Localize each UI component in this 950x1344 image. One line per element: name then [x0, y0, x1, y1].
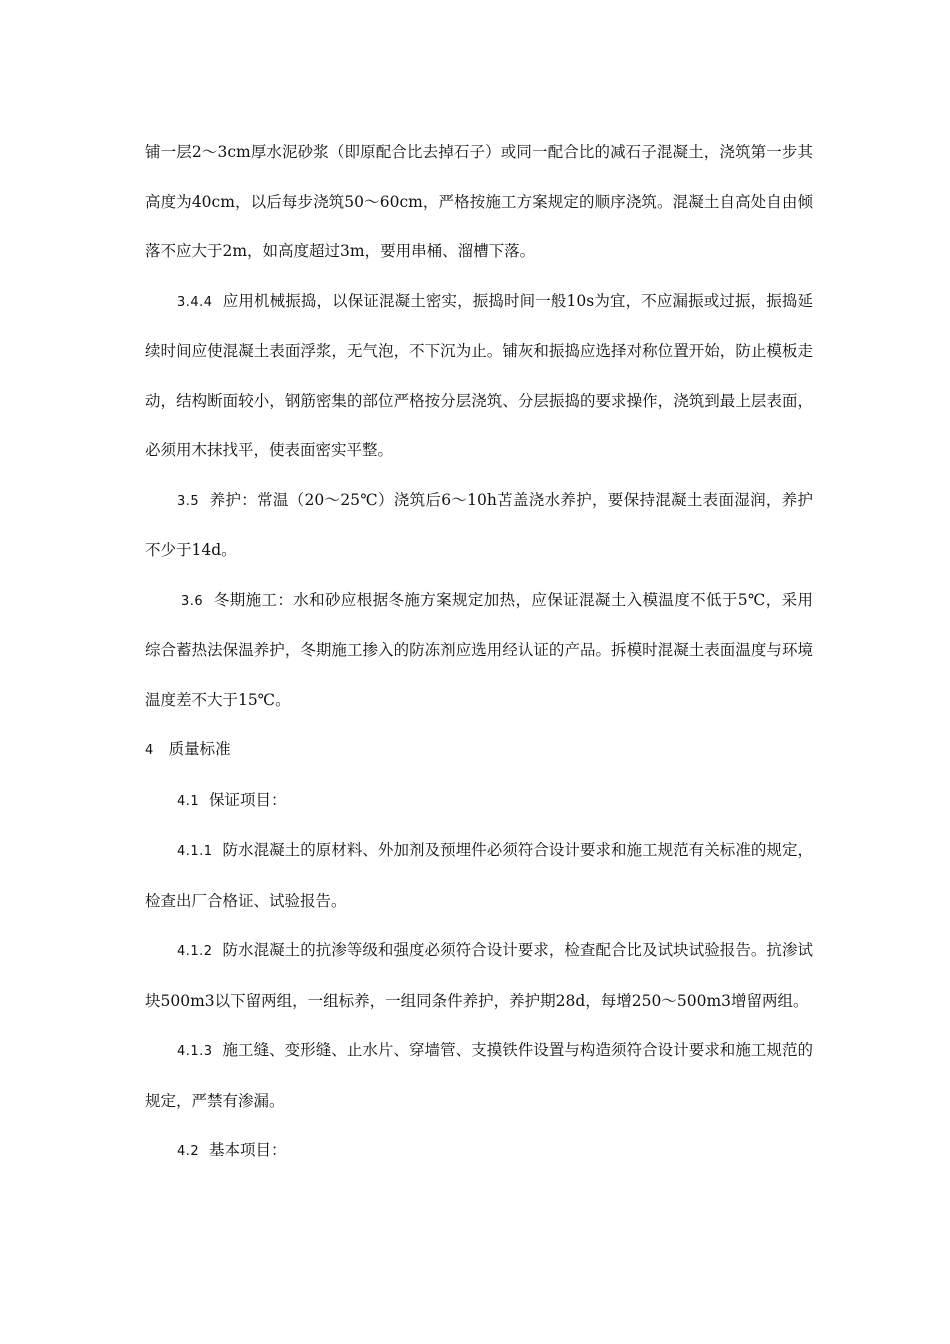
document-body [145, 128, 813, 1177]
paragraph-text: 基本项目： [209, 1141, 287, 1159]
paragraph-4-1-3 [145, 1026, 813, 1126]
paragraph-text: 防水混凝土的抗渗等级和强度必须符合设计要求，检查配合比及试块试验报告。抗渗试块500m3以下留两组，一组标养，一组同条件养护，养护期28d，每增250～500m3增留两组。 [145, 941, 813, 1010]
section-number: 3.4.4 [177, 294, 213, 310]
paragraph-text: 养护：常温（20～25℃）浇筑后6～10h苫盖浇水养护，要保持混凝土表面湿润，养护不少于14d。 [145, 490, 813, 559]
section-number: 4.2 [177, 1144, 200, 1159]
paragraph-text: 保证项目： [209, 790, 287, 809]
paragraph-4-1-2 [145, 926, 813, 1026]
paragraph-3-6 [145, 576, 813, 726]
paragraph-continuation [145, 128, 813, 277]
paragraph-4-1-1 [145, 826, 813, 926]
paragraph-text: 施工缝、变形缝、止水片、穿墙管、支摸铁件设置与构造须符合设计要求和施工规范的规定，严禁有渗漏。 [145, 1041, 813, 1110]
paragraph-text: 防水混凝土的原材料、外加剂及预埋件必须符合设计要求和施工规范有关标准的规定，检查出厂合格证、试验报告。 [145, 841, 813, 910]
paragraph-3-4-4 [145, 277, 813, 476]
section-number: 4.1.3 [177, 1044, 213, 1059]
section-number: 4.1.1 [177, 844, 213, 859]
paragraph-4-2 [145, 1126, 813, 1177]
section-number: 4.1 [177, 793, 200, 809]
paragraph-4-1 [145, 776, 813, 827]
section-heading-4 [145, 725, 813, 776]
paragraph-3-5 [145, 476, 813, 576]
section-number: 4 [145, 743, 154, 758]
section-number: 3.5 [177, 493, 200, 509]
section-number: 3.6 [181, 593, 204, 609]
paragraph-text: 铺一层2～3cm厚水泥砂浆（即原配合比去掉石子）或同一配合比的减石子混凝土，浇筑第一步其高度为40cm，以后每步浇筑50～60cm，严格按施工方案规定的顺序浇筑。混凝土自高处自由倾落不应大于2m，如高度超过3m，要用串桶、溜槽下落。 [145, 143, 813, 260]
paragraph-text: 应用机械振捣，以保证混凝土密实，振捣时间一般10s为宜，不应漏振或过振，振捣延续时间应使混凝土表面浮浆，无气泡，不下沉为止。铺灰和振捣应选择对称位置开始，防止模板走动，结构断面较小，钢筋密集的部位严格按分层浇筑、分层振捣的要求操作，浇筑到最上层表面，必须用木抹找平，使表面密实平整。 [145, 291, 814, 459]
paragraph-text: 冬期施工：水和砂应根据冬施方案规定加热，应保证混凝土入模温度不低于5℃，采用综合蓄热法保温养护，冬期施工掺入的防冻剂应选用经认证的产品。拆模时混凝土表面温度与环境温度差不大于15℃。 [145, 590, 813, 709]
section-number: 4.1.2 [177, 944, 213, 959]
section-heading-text: 质量标准 [168, 740, 231, 758]
